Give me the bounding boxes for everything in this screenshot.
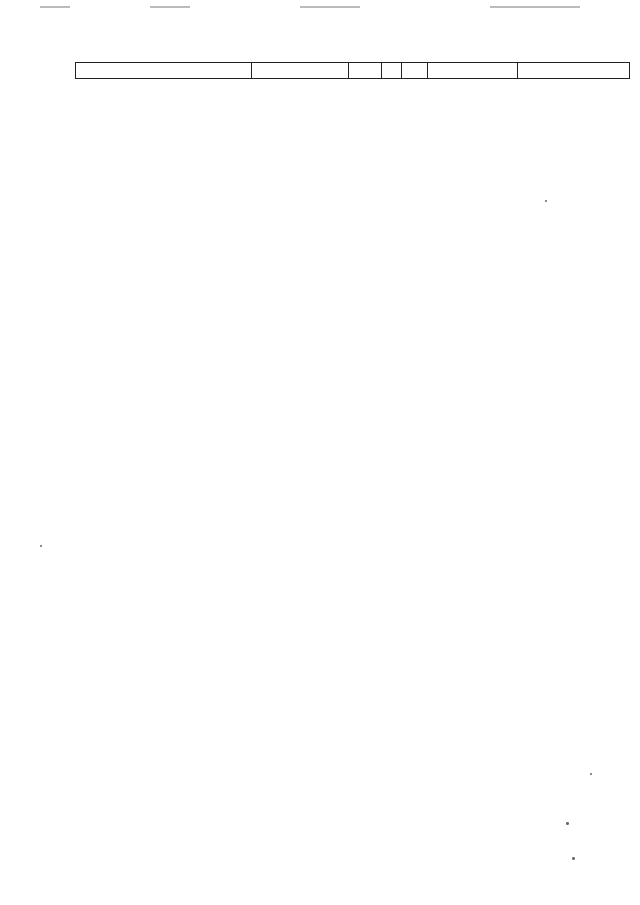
- scan-speck: [40, 545, 42, 547]
- scan-artifact: [20, 6, 620, 10]
- header-col-4: [381, 63, 402, 78]
- header-col-5: [401, 63, 428, 78]
- scan-speck: [566, 822, 569, 825]
- scan-speck: [572, 857, 575, 860]
- scan-speck: [590, 773, 592, 775]
- header-col-6: [427, 63, 518, 78]
- header-col-1: [76, 63, 251, 78]
- header-col-2: [251, 63, 349, 78]
- header-col-7: [517, 63, 630, 78]
- header-col-3: [348, 63, 382, 78]
- table-header: [75, 62, 630, 79]
- scan-speck: [545, 200, 547, 202]
